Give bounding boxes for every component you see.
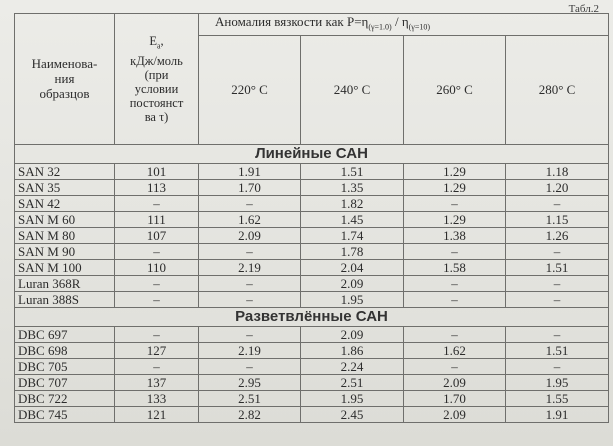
temp-header-2: 260° С	[404, 35, 506, 144]
value-cell-e: –	[115, 243, 199, 259]
value-cell-t240: 1.95	[301, 390, 404, 406]
value-cell-t260: –	[404, 358, 506, 374]
value-cell-t280: 1.55	[506, 390, 609, 406]
value-cell-e: 107	[115, 227, 199, 243]
viscosity-table	[14, 13, 609, 423]
table-row	[15, 275, 609, 291]
sample-name-cell: DBC 707	[15, 374, 115, 390]
temp-header-1: 240° С	[301, 35, 404, 144]
value-cell-t240: 1.45	[301, 211, 404, 227]
value-cell-t260: –	[404, 275, 506, 291]
value-cell-t280: –	[506, 195, 609, 211]
table-row	[15, 342, 609, 358]
value-cell-t220: –	[199, 358, 301, 374]
value-cell-e: 110	[115, 259, 199, 275]
value-cell-t260: –	[404, 291, 506, 307]
sample-name-cell: DBC 697	[15, 326, 115, 342]
table-row	[15, 326, 609, 342]
value-cell-t220: 2.51	[199, 390, 301, 406]
value-cell-t240: 2.09	[301, 275, 404, 291]
value-cell-e: 121	[115, 406, 199, 422]
table-row	[15, 179, 609, 195]
value-cell-t280: –	[506, 275, 609, 291]
table-row	[15, 163, 609, 179]
value-cell-t280: 1.95	[506, 374, 609, 390]
value-cell-e: 137	[115, 374, 199, 390]
value-cell-e: –	[115, 358, 199, 374]
value-cell-t220: –	[199, 326, 301, 342]
value-cell-t220: 1.91	[199, 163, 301, 179]
value-cell-t240: 2.09	[301, 326, 404, 342]
sample-name-cell: Luran 368R	[15, 275, 115, 291]
value-cell-t220: 2.82	[199, 406, 301, 422]
value-cell-t260: 2.09	[404, 374, 506, 390]
table-row	[15, 227, 609, 243]
value-cell-t260: 1.38	[404, 227, 506, 243]
sample-name-cell: DBC 705	[15, 358, 115, 374]
value-cell-t220: –	[199, 291, 301, 307]
value-cell-t240: 2.45	[301, 406, 404, 422]
value-cell-e: 101	[115, 163, 199, 179]
value-cell-t260: 1.29	[404, 179, 506, 195]
table-row	[15, 291, 609, 307]
value-cell-t280: 1.18	[506, 163, 609, 179]
section-title: Разветвлённые САН	[15, 307, 609, 326]
value-cell-t240: 2.51	[301, 374, 404, 390]
value-cell-t260: 1.58	[404, 259, 506, 275]
value-cell-e: 111	[115, 211, 199, 227]
value-cell-t260: –	[404, 243, 506, 259]
sample-name-cell: SAN M 60	[15, 211, 115, 227]
value-cell-t260: 1.70	[404, 390, 506, 406]
value-cell-e: –	[115, 291, 199, 307]
value-cell-t280: 1.51	[506, 342, 609, 358]
table-row	[15, 211, 609, 227]
sample-name-cell: SAN 35	[15, 179, 115, 195]
value-cell-e: 127	[115, 342, 199, 358]
value-cell-t240: 1.86	[301, 342, 404, 358]
value-cell-t220: 2.19	[199, 259, 301, 275]
sample-name-cell: SAN M 80	[15, 227, 115, 243]
value-cell-e: 113	[115, 179, 199, 195]
anomaly-header: Аномалия вязкости как $Р=\eta_{(\gamma=1.0)} / \eta_{(\gamma=10)}$	[199, 14, 609, 36]
value-cell-e: 133	[115, 390, 199, 406]
value-cell-t280: 1.91	[506, 406, 609, 422]
sample-name-cell: SAN M 100	[15, 259, 115, 275]
value-cell-t240: 1.95	[301, 291, 404, 307]
name-column-header: Наименова- ния образцов	[15, 14, 115, 145]
value-cell-t240: 1.82	[301, 195, 404, 211]
sample-name-cell: SAN 42	[15, 195, 115, 211]
value-cell-e: –	[115, 326, 199, 342]
value-cell-t220: 2.19	[199, 342, 301, 358]
value-cell-t240: 2.24	[301, 358, 404, 374]
sample-name-cell: SAN 32	[15, 163, 115, 179]
value-cell-t260: –	[404, 326, 506, 342]
value-cell-t280: –	[506, 243, 609, 259]
value-cell-t220: –	[199, 275, 301, 291]
sample-name-cell: DBC 698	[15, 342, 115, 358]
value-cell-t260: –	[404, 195, 506, 211]
value-cell-t280: –	[506, 291, 609, 307]
value-cell-t280: 1.15	[506, 211, 609, 227]
value-cell-t240: 1.35	[301, 179, 404, 195]
table-row	[15, 243, 609, 259]
value-cell-t240: 1.51	[301, 163, 404, 179]
temp-header-0: 220° С	[199, 35, 301, 144]
sample-name-cell: DBC 722	[15, 390, 115, 406]
table-row	[15, 390, 609, 406]
value-cell-t260: 1.62	[404, 342, 506, 358]
value-cell-t240: 1.74	[301, 227, 404, 243]
sample-name-cell: Luran 388S	[15, 291, 115, 307]
section-title: Линейные САН	[15, 144, 609, 163]
value-cell-t220: 1.62	[199, 211, 301, 227]
value-cell-t220: 2.09	[199, 227, 301, 243]
value-cell-e: –	[115, 195, 199, 211]
value-cell-t220: –	[199, 243, 301, 259]
energy-column-header: $E_a$, кДж/моль (при условии постоянст ва τ)	[115, 14, 199, 145]
table-row	[15, 358, 609, 374]
value-cell-t280: –	[506, 326, 609, 342]
table-number: Табл.2	[568, 3, 599, 15]
value-cell-t260: 2.09	[404, 406, 506, 422]
sample-name-cell: DBC 745	[15, 406, 115, 422]
table-row	[15, 374, 609, 390]
value-cell-t240: 2.04	[301, 259, 404, 275]
value-cell-t260: 1.29	[404, 163, 506, 179]
value-cell-t280: 1.26	[506, 227, 609, 243]
sample-name-cell: SAN M 90	[15, 243, 115, 259]
value-cell-t220: –	[199, 195, 301, 211]
value-cell-e: –	[115, 275, 199, 291]
table-row	[15, 195, 609, 211]
value-cell-t280: –	[506, 358, 609, 374]
value-cell-t240: 1.78	[301, 243, 404, 259]
table-row	[15, 259, 609, 275]
value-cell-t220: 2.95	[199, 374, 301, 390]
value-cell-t260: 1.29	[404, 211, 506, 227]
value-cell-t280: 1.51	[506, 259, 609, 275]
temp-header-3: 280° С	[506, 35, 609, 144]
value-cell-t280: 1.20	[506, 179, 609, 195]
table-row	[15, 406, 609, 422]
value-cell-t220: 1.70	[199, 179, 301, 195]
